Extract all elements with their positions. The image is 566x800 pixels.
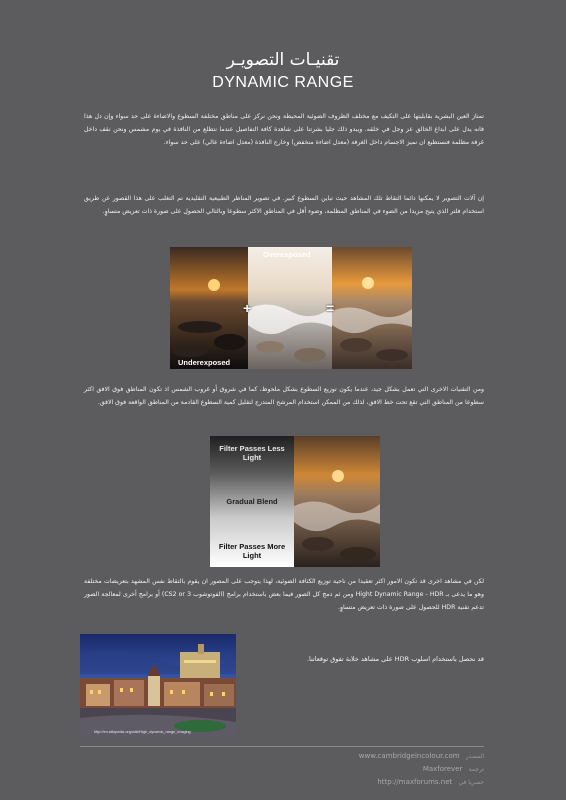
underexposed-label: Underexposed (178, 358, 231, 367)
credit-exclusive-value: http://maxforums.net (377, 778, 453, 786)
exposure-combination-image (170, 247, 412, 369)
paragraph-1: تمتاز العين البشرية بقابليتها على التكيف مع مختلف الظروف الضوئية المحيطة ونحن نركز على مناطق مختلفة السطوع والاضاءة على حد سواء وإن دل هذا فانه يدل على ابداع الخالق عز وجل في خلقه. ويبدو ذلك جليا بشرتنا على شاهدة كافة التفاصيل عندما نتطلع من النافذة في يوم مشمس ونحن نقف داخل غرفة مظلمة فنستطيع ان نميز الاجسام داخل الغرفة (معدل اضاءة منخفض) وخارج النافذة (معدل اضاءة عالي) على حد سواء. (84, 113, 484, 146)
overexposed-label: Overexposed (263, 250, 311, 259)
credit-translation-value: Maxforever (422, 765, 463, 773)
equals-symbol: = (326, 300, 335, 316)
credit-source (330, 750, 484, 763)
credits-block (330, 750, 484, 789)
paragraph-2: إن آلات التصوير لا يمكنها دائما التقاط تلك المشاهد حيث تباين السطوع كبير. في تصوير المناظر الطبيعية التقليدية تم التغلب على هذا القصور عن طريق استخدام فلتر الذي يتيح مزيدا من الضوء في المناطق المظلمة، وضوء أقل في المناطق الاكثر سطوعا وبالتالي الحصول على صورة ذات تعريض متساوٍ. (84, 195, 484, 215)
hdr-caption: قد نحصل باستخدام اسلوب HDR على مشاهد خلابة تفوق توقعاتنا. (306, 655, 484, 663)
credit-translation-key: ترجمة (468, 766, 484, 773)
hdr-town-photo (80, 634, 236, 738)
english-title: DYNAMIC RANGE (212, 74, 354, 91)
gradual-blend-label: Gradual Blend (226, 497, 278, 506)
arabic-title: تقنيـات التصويـر (226, 50, 340, 70)
credit-translation (330, 763, 484, 776)
paragraph-4: لكن في مشاهد اخرى قد تكون الامور اكثر تعقيدا من ناحية توزيع الكثافة الضوئية، لهذا يتوجب على المصور ان يقوم بالتقاط نفس المشهد بتعريضات مختلفة وهو ما يدعى بـ Hight Dynamic Range - HDR ومن ثم دمج كل الصور فيما بعض باستخدام برامج (الفوتوشوب CS2 or 3) أو برامج أخرى لمعالجة الصور تدعم تقنية HDR للحصول على صورة ذات تعريض متساوٍ. (84, 578, 485, 611)
filtered-sunset-photo (294, 436, 380, 567)
credit-exclusive (330, 776, 484, 789)
hdr-town-illustration (80, 634, 236, 738)
filter-more-light-label: Filter Passes More Light (218, 542, 286, 560)
filter-less-light-label: Filter Passes Less Light (219, 444, 285, 462)
credit-source-key: المصدر (465, 753, 484, 760)
combined-photo (332, 247, 412, 369)
underexposed-photo (170, 247, 248, 369)
gradual-blend-image (210, 436, 380, 567)
paragraph-3: ومن التقنيات الاخرى التي تعمل بشكل جيد، عندما يكون توزيع السطوع بشكل ملحوظ، كما في شروق أو غروب الشمس اذ تكون المناطق فوق الافق اكثر سطوعا من المناطق التي تقع تحت خط الافق، لذلك من الممكن استخدام المرشح المتدرج لتقليل كمية السطوع القادمة من المناطق الواقعة فوق الافق. (84, 386, 484, 406)
plus-symbol: + (243, 300, 252, 316)
footer-divider (80, 746, 484, 747)
credit-source-value: www.cambridgeincolour.com (358, 752, 460, 760)
photo-source-url: http://en.wikipedia.org/wiki/High_dynamic_range_imaging (94, 730, 191, 734)
credit-exclusive-key: حصريا في (458, 779, 484, 786)
overexposed-photo (248, 247, 335, 369)
